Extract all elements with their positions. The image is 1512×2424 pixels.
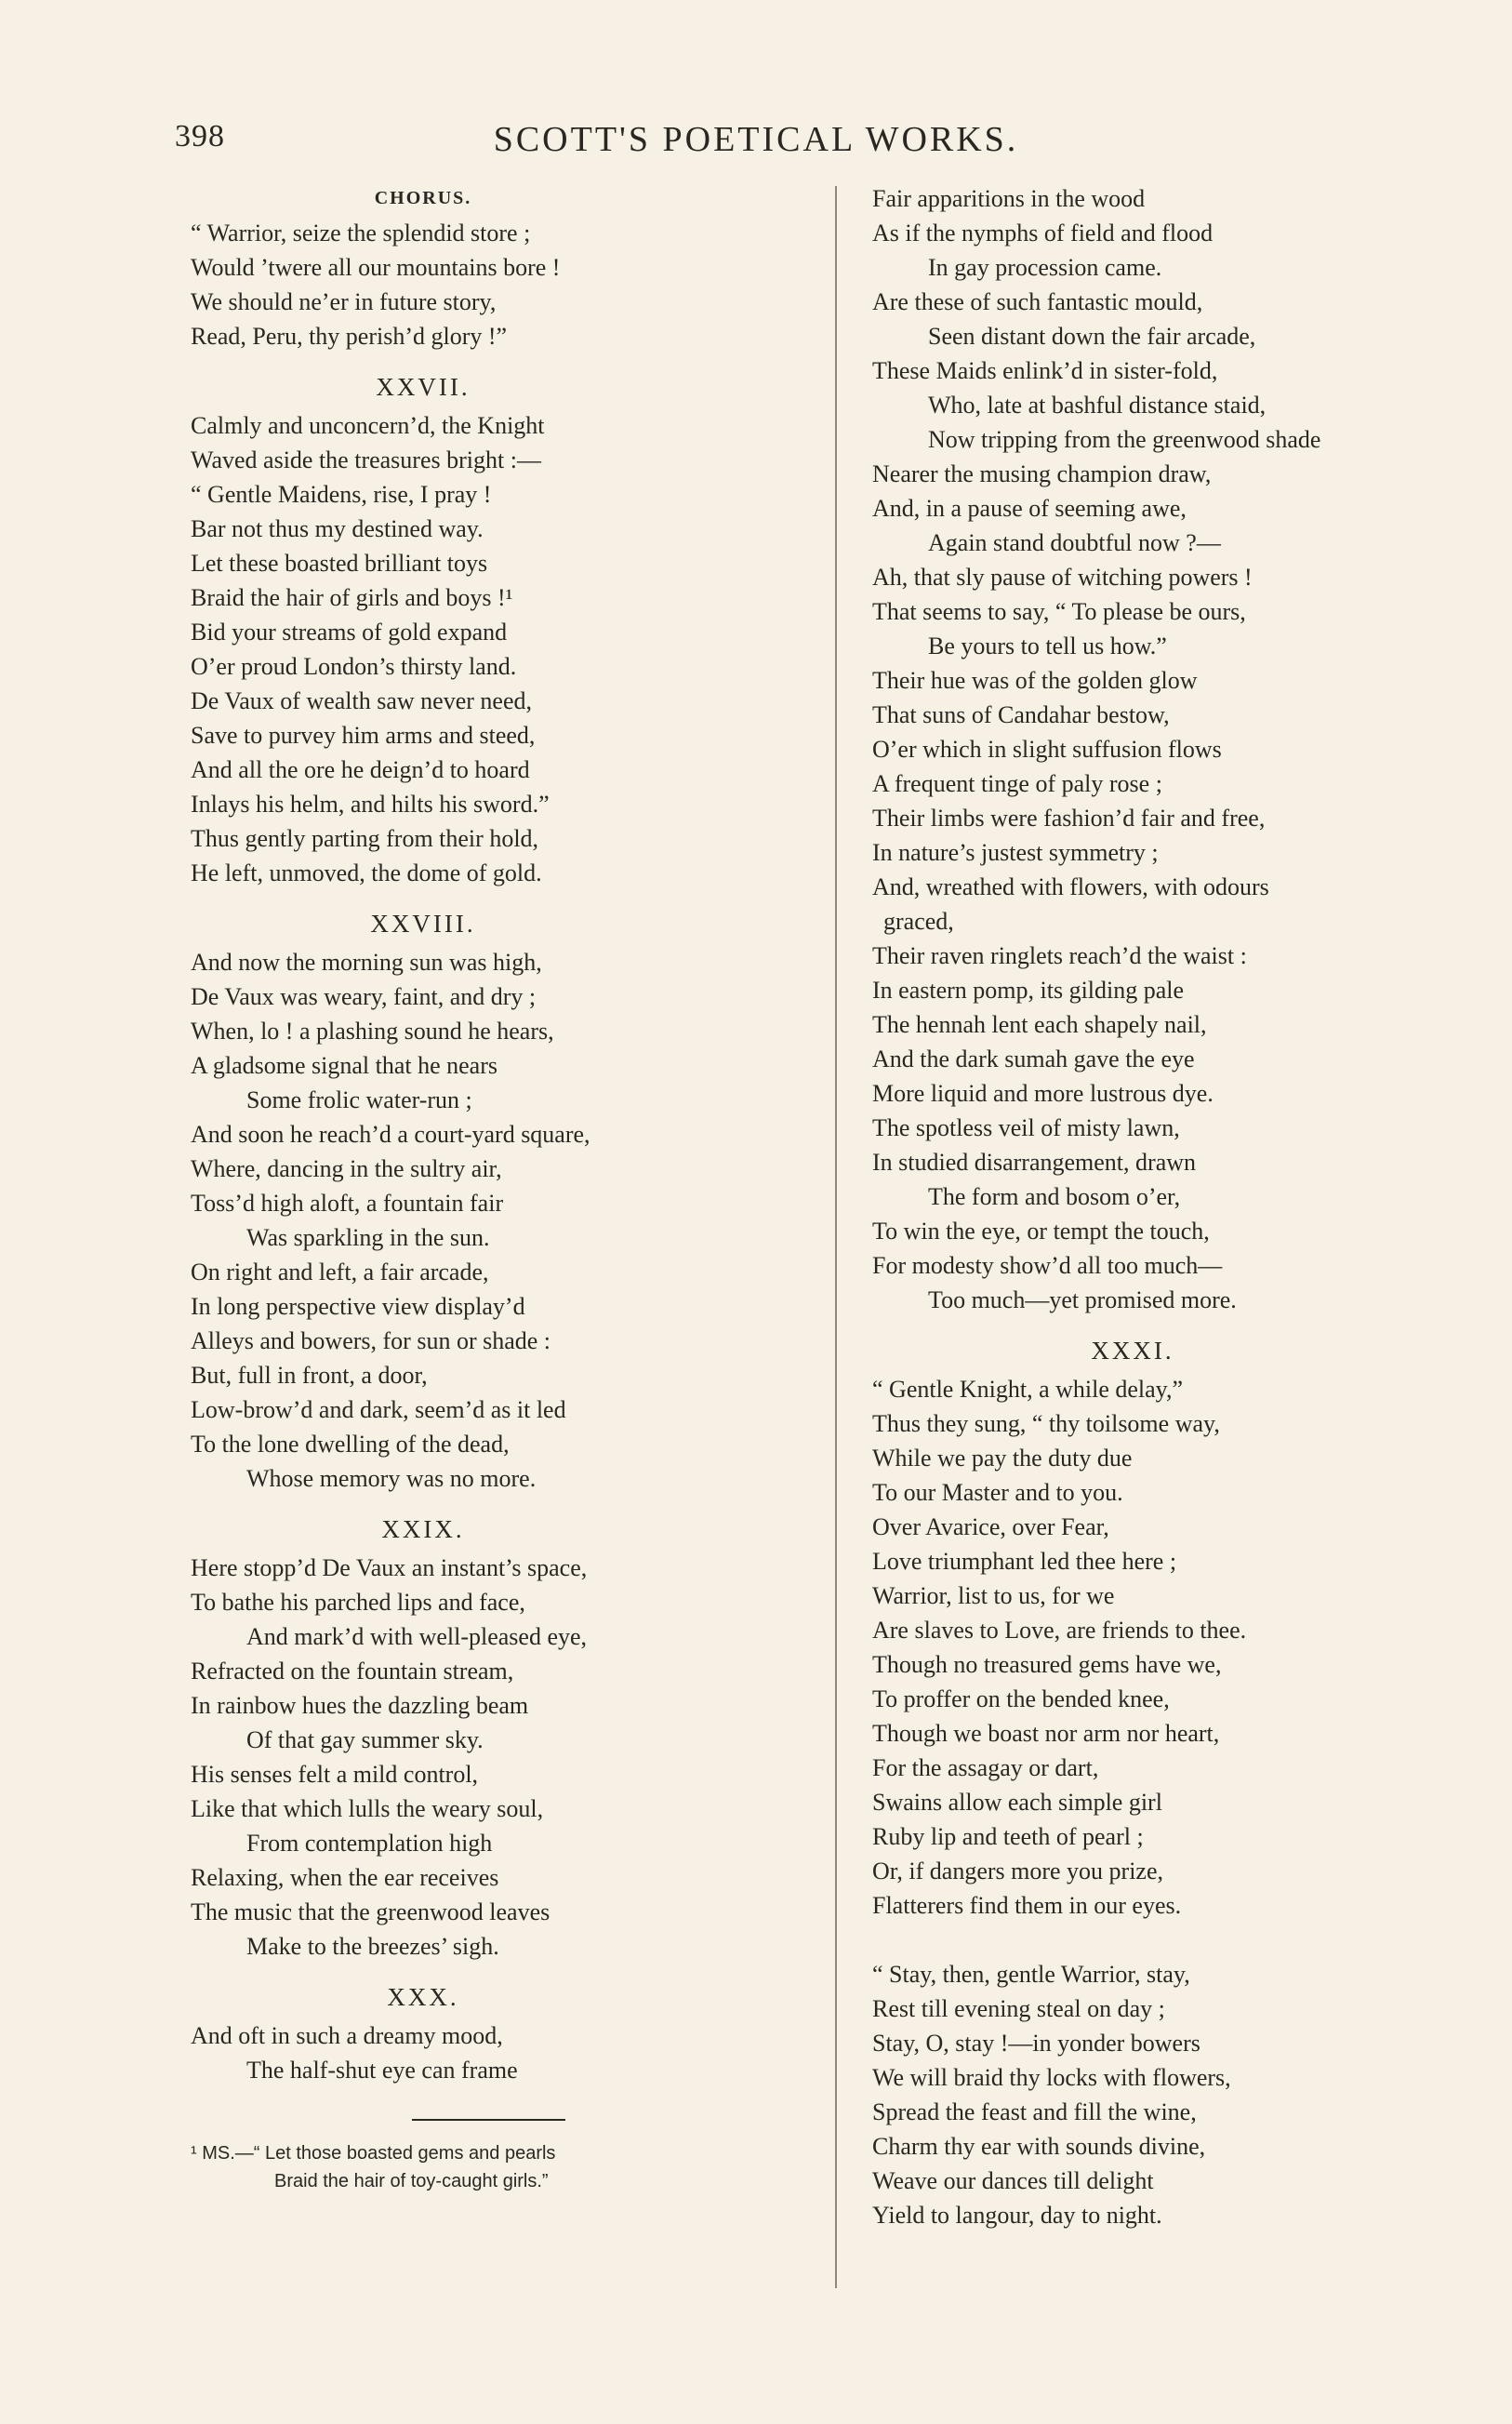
verse-line: Thus they sung, “ thy toilsome way, bbox=[872, 1410, 1220, 1437]
verse-line: “ Stay, then, gentle Warrior, stay, bbox=[872, 1961, 1190, 1988]
verse-line: “ Warrior, seize the splendid store ; bbox=[191, 220, 531, 246]
verse-line: He left, unmoved, the dome of gold. bbox=[191, 859, 542, 886]
verse-line: Whose memory was no more. bbox=[246, 1465, 537, 1492]
verse-line: graced, bbox=[883, 908, 954, 935]
verse-line: Braid the hair of girls and boys !¹ bbox=[191, 584, 513, 611]
verse-line: Are slaves to Love, are friends to thee. bbox=[872, 1617, 1247, 1644]
column-divider bbox=[835, 186, 837, 2288]
verse-line: Be yours to tell us how.” bbox=[928, 633, 1167, 659]
verse-line: Save to purvey him arms and steed, bbox=[191, 722, 536, 749]
stanza bbox=[191, 2018, 767, 2087]
verse-line: Where, dancing in the sultry air, bbox=[191, 1155, 502, 1182]
verse-line: And now the morning sun was high, bbox=[191, 949, 542, 976]
verse-line: O’er proud London’s thirsty land. bbox=[191, 653, 517, 680]
verse-line: A frequent tinge of paly rose ; bbox=[872, 770, 1162, 797]
stanza bbox=[191, 408, 767, 890]
section-heading: XXVIII. bbox=[370, 910, 476, 938]
verse-line: Weave our dances till delight bbox=[872, 2167, 1154, 2194]
verse-line: Rest till evening steal on day ; bbox=[872, 1995, 1165, 2022]
verse-line: Calmly and unconcern’d, the Knight bbox=[191, 412, 545, 439]
verse-line: Who, late at bashful distance staid, bbox=[928, 392, 1267, 419]
stanza bbox=[191, 945, 767, 1496]
running-head: SCOTT'S POETICAL WORKS. bbox=[493, 120, 1019, 159]
verse-line: And soon he reach’d a court-yard square, bbox=[191, 1121, 590, 1148]
verse-line: For the assagay or dart, bbox=[872, 1754, 1099, 1781]
verse-line: De Vaux was weary, faint, and dry ; bbox=[191, 983, 537, 1010]
verse-line: Their raven ringlets reach’d the waist : bbox=[872, 942, 1247, 969]
verse-line: Now tripping from the greenwood shade bbox=[928, 426, 1321, 453]
verse-line: The hennah lent each shapely nail, bbox=[872, 1011, 1207, 1038]
verse-line: Seen distant down the fair arcade, bbox=[928, 323, 1256, 350]
verse-line: From contemplation high bbox=[246, 1830, 493, 1857]
verse-line: Yield to langour, day to night. bbox=[872, 2202, 1162, 2229]
verse-line: “ Gentle Maidens, rise, I pray ! bbox=[191, 481, 492, 508]
verse-line: And, in a pause of seeming awe, bbox=[872, 495, 1187, 522]
verse-line: Warrior, list to us, for we bbox=[872, 1582, 1115, 1609]
verse-line: Though no treasured gems have we, bbox=[872, 1651, 1222, 1678]
verse-line: Low-brow’d and dark, seem’d as it led bbox=[191, 1396, 566, 1423]
verse-line: The half-shut eye can frame bbox=[246, 2057, 518, 2084]
verse-line: More liquid and more lustrous dye. bbox=[872, 1080, 1214, 1107]
verse-line: The music that the greenwood leaves bbox=[191, 1898, 550, 1925]
verse-line: Nearer the musing champion draw, bbox=[872, 460, 1212, 487]
verse-line: Ruby lip and teeth of pearl ; bbox=[872, 1823, 1144, 1850]
verse-line: In rainbow hues the dazzling beam bbox=[191, 1692, 529, 1719]
verse-line: Stay, O, stay !—in yonder bowers bbox=[872, 2030, 1200, 2057]
chorus-heading: CHORUS. bbox=[374, 188, 472, 208]
verse-line: Would ’twere all our mountains bore ! bbox=[191, 254, 561, 281]
section-heading: XXVII. bbox=[376, 373, 471, 401]
verse-line: Again stand doubtful now ?— bbox=[928, 529, 1221, 556]
verse-line: His senses felt a mild control, bbox=[191, 1761, 479, 1788]
verse-line: We should ne’er in future story, bbox=[191, 288, 497, 315]
verse-line: Thus gently parting from their hold, bbox=[191, 825, 539, 852]
verse-line: To our Master and to you. bbox=[872, 1479, 1123, 1506]
verse-line: Inlays his helm, and hilts his sword.” bbox=[191, 791, 550, 818]
verse-line: Ah, that sly pause of witching powers ! bbox=[872, 564, 1253, 591]
verse-line: Relaxing, when the ear receives bbox=[191, 1864, 499, 1891]
verse-line: Make to the breezes’ sigh. bbox=[246, 1933, 499, 1960]
verse-line: Refracted on the fountain stream, bbox=[191, 1658, 514, 1685]
left-column bbox=[191, 181, 767, 2195]
verse-line: When, lo ! a plashing sound he hears, bbox=[191, 1018, 554, 1045]
verse-line: That suns of Candahar bestow, bbox=[872, 701, 1170, 728]
verse-line: In nature’s justest symmetry ; bbox=[872, 839, 1159, 866]
left-sections bbox=[191, 370, 767, 2087]
verse-line: Waved aside the treasures bright :— bbox=[191, 446, 541, 473]
verse-line: And oft in such a dreamy mood, bbox=[191, 2022, 503, 2049]
verse-line: And, wreathed with flowers, with odours bbox=[872, 873, 1269, 900]
verse-line: These Maids enlink’d in sister-fold, bbox=[872, 357, 1218, 384]
verse-line: Too much—yet promised more. bbox=[928, 1286, 1237, 1313]
verse-line: Spread the feast and fill the wine, bbox=[872, 2098, 1197, 2125]
verse-line: Over Avarice, over Fear, bbox=[872, 1513, 1109, 1540]
verse-line: On right and left, a fair arcade, bbox=[191, 1259, 489, 1285]
footnote-line: ¹ MS.—“ Let those boasted gems and pearls bbox=[191, 2143, 556, 2164]
verse-line: To the lone dwelling of the dead, bbox=[191, 1431, 510, 1458]
verse-line: “ Gentle Knight, a while delay,” bbox=[872, 1376, 1184, 1403]
verse-line: Though we boast nor arm nor heart, bbox=[872, 1720, 1220, 1747]
verse-line: In eastern pomp, its gilding pale bbox=[872, 977, 1185, 1004]
section-heading: XXIX. bbox=[381, 1515, 465, 1543]
verse-line: Here stopp’d De Vaux an instant’s space, bbox=[191, 1554, 588, 1581]
verse-line: The spotless veil of misty lawn, bbox=[872, 1114, 1180, 1141]
page-header bbox=[0, 119, 1512, 160]
verse-line: To bathe his parched lips and face, bbox=[191, 1589, 525, 1616]
verse-line: To win the eye, or tempt the touch, bbox=[872, 1218, 1210, 1245]
verse-line: Love triumphant led thee here ; bbox=[872, 1548, 1177, 1575]
verse-line: Bid your streams of gold expand bbox=[191, 619, 508, 646]
stanza bbox=[191, 1551, 767, 1964]
verse-line: Fair apparitions in the wood bbox=[872, 185, 1146, 212]
verse-line: Their hue was of the golden glow bbox=[872, 667, 1198, 694]
verse-line: Some frolic water-run ; bbox=[246, 1086, 472, 1113]
stanza-xxxi bbox=[872, 1372, 1467, 2232]
verse-line: We will braid thy locks with flowers, bbox=[872, 2064, 1231, 2091]
footnote-line: Braid the hair of toy-caught girls.” bbox=[274, 2171, 549, 2191]
verse-line: Charm thy ear with sounds divine, bbox=[872, 2133, 1206, 2160]
verse-line: Of that gay summer sky. bbox=[246, 1726, 484, 1753]
verse-line: That seems to say, “ To please be ours, bbox=[872, 598, 1246, 625]
verse-line: Read, Peru, thy perish’d glory !” bbox=[191, 323, 508, 350]
verse-line: In studied disarrangement, drawn bbox=[872, 1149, 1197, 1176]
chorus-stanza bbox=[191, 216, 767, 353]
verse-line: While we pay the duty due bbox=[872, 1445, 1133, 1472]
right-column bbox=[872, 181, 1467, 2232]
verse-line: Was sparkling in the sun. bbox=[246, 1224, 490, 1251]
verse-line: Are these of such fantastic mould, bbox=[872, 288, 1203, 315]
verse-line: Bar not thus my destined way. bbox=[191, 515, 484, 542]
verse-line: A gladsome signal that he nears bbox=[191, 1052, 497, 1079]
verse-line: In gay procession came. bbox=[928, 254, 1162, 281]
verse-line: Alleys and bowers, for sun or shade : bbox=[191, 1327, 551, 1354]
verse-line: Let these boasted brilliant toys bbox=[191, 550, 488, 577]
footnote-rule bbox=[412, 2119, 565, 2121]
verse-line: But, full in front, a door, bbox=[191, 1362, 428, 1389]
verse-line: In long perspective view display’d bbox=[191, 1293, 525, 1320]
verse-line: De Vaux of wealth saw never need, bbox=[191, 687, 532, 714]
page-number: 398 bbox=[175, 119, 225, 153]
verse-line: And the dark sumah gave the eye bbox=[872, 1046, 1195, 1072]
verse-line: Flatterers find them in our eyes. bbox=[872, 1892, 1182, 1919]
verse-line: Swains allow each simple girl bbox=[872, 1789, 1162, 1816]
verse-line: To proffer on the bended knee, bbox=[872, 1685, 1170, 1712]
verse-line: For modesty show’d all too much— bbox=[872, 1252, 1223, 1279]
section-heading: XXXI. bbox=[1091, 1337, 1174, 1365]
verse-line: And mark’d with well-pleased eye, bbox=[246, 1623, 588, 1650]
verse-line: O’er which in slight suffusion flows bbox=[872, 736, 1222, 763]
footnote bbox=[191, 2139, 767, 2195]
section-heading: XXX. bbox=[387, 1983, 459, 2011]
verse-line: Their limbs were fashion’d fair and free, bbox=[872, 805, 1266, 832]
verse-line: The form and bosom o’er, bbox=[928, 1183, 1181, 1210]
verse-line: Like that which lulls the weary soul, bbox=[191, 1795, 544, 1822]
verse-line: As if the nymphs of field and flood bbox=[872, 220, 1214, 246]
stanza-xxx-continued bbox=[872, 181, 1467, 1317]
verse-line: Toss’d high aloft, a fountain fair bbox=[191, 1190, 504, 1217]
verse-line: Or, if dangers more you prize, bbox=[872, 1858, 1164, 1885]
verse-line: And all the ore he deign’d to hoard bbox=[191, 756, 530, 783]
